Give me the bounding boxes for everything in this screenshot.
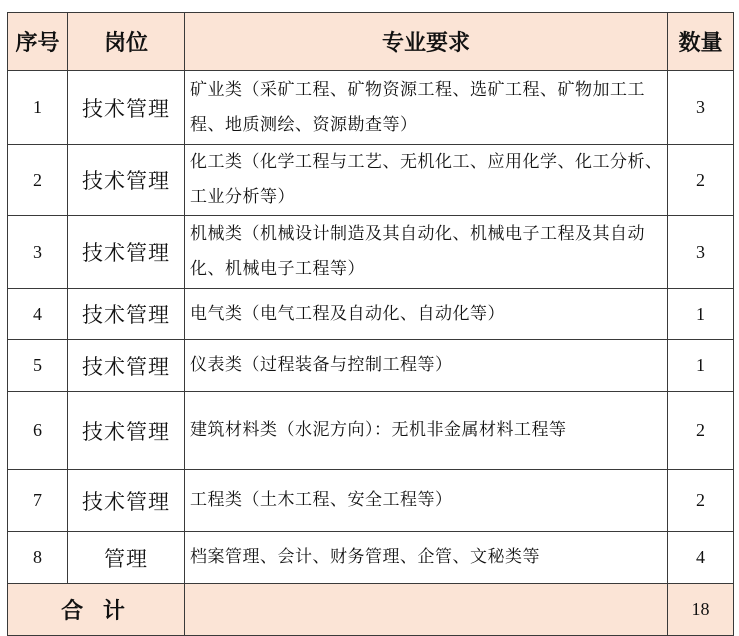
cell-no: 5 — [8, 340, 68, 392]
cell-requirement: 机械类（机械设计制造及其自动化、机械电子工程及其自动化、机械电子工程等） — [185, 216, 668, 289]
table-row — [8, 340, 734, 392]
cell-quantity: 3 — [668, 71, 734, 145]
table-row — [8, 145, 734, 216]
table-row — [8, 392, 734, 470]
cell-quantity: 2 — [668, 392, 734, 470]
cell-post: 技术管理 — [68, 216, 185, 289]
cell-no: 7 — [8, 470, 68, 532]
cell-quantity: 2 — [668, 145, 734, 216]
cell-post: 技术管理 — [68, 289, 185, 340]
total-requirement — [185, 584, 668, 636]
header-post: 岗位 — [68, 13, 185, 71]
cell-quantity: 4 — [668, 532, 734, 584]
total-quantity: 18 — [668, 584, 734, 636]
header-quantity: 数量 — [668, 13, 734, 71]
cell-requirement: 建筑材料类（水泥方向）：无机非金属材料工程等 — [185, 392, 668, 470]
cell-post: 技术管理 — [68, 392, 185, 470]
table-row — [8, 289, 734, 340]
total-label: 合 计 — [8, 584, 185, 636]
cell-requirement: 档案管理、会计、财务管理、企管、文秘类等 — [185, 532, 668, 584]
cell-post: 技术管理 — [68, 145, 185, 216]
cell-no: 3 — [8, 216, 68, 289]
cell-requirement: 仪表类（过程装备与控制工程等） — [185, 340, 668, 392]
table-row — [8, 71, 734, 145]
cell-post: 管理 — [68, 532, 185, 584]
cell-quantity: 3 — [668, 216, 734, 289]
table-row — [8, 470, 734, 532]
cell-requirement: 电气类（电气工程及自动化、自动化等） — [185, 289, 668, 340]
cell-no: 4 — [8, 289, 68, 340]
cell-post: 技术管理 — [68, 71, 185, 145]
header-requirement: 专业要求 — [185, 13, 668, 71]
cell-no: 6 — [8, 392, 68, 470]
cell-no: 8 — [8, 532, 68, 584]
table-row — [8, 216, 734, 289]
cell-post: 技术管理 — [68, 470, 185, 532]
header-row — [8, 13, 734, 71]
cell-quantity: 1 — [668, 289, 734, 340]
cell-post: 技术管理 — [68, 340, 185, 392]
total-row — [8, 584, 734, 636]
cell-no: 1 — [8, 71, 68, 145]
cell-quantity: 1 — [668, 340, 734, 392]
cell-requirement: 化工类（化学工程与工艺、无机化工、应用化学、化工分析、工业分析等） — [185, 145, 668, 216]
recruitment-table — [7, 12, 734, 636]
cell-quantity: 2 — [668, 470, 734, 532]
table-row — [8, 532, 734, 584]
cell-no: 2 — [8, 145, 68, 216]
cell-requirement: 工程类（土木工程、安全工程等） — [185, 470, 668, 532]
cell-requirement: 矿业类（采矿工程、矿物资源工程、选矿工程、矿物加工工程、地质测绘、资源勘查等） — [185, 71, 668, 145]
header-no: 序号 — [8, 13, 68, 71]
